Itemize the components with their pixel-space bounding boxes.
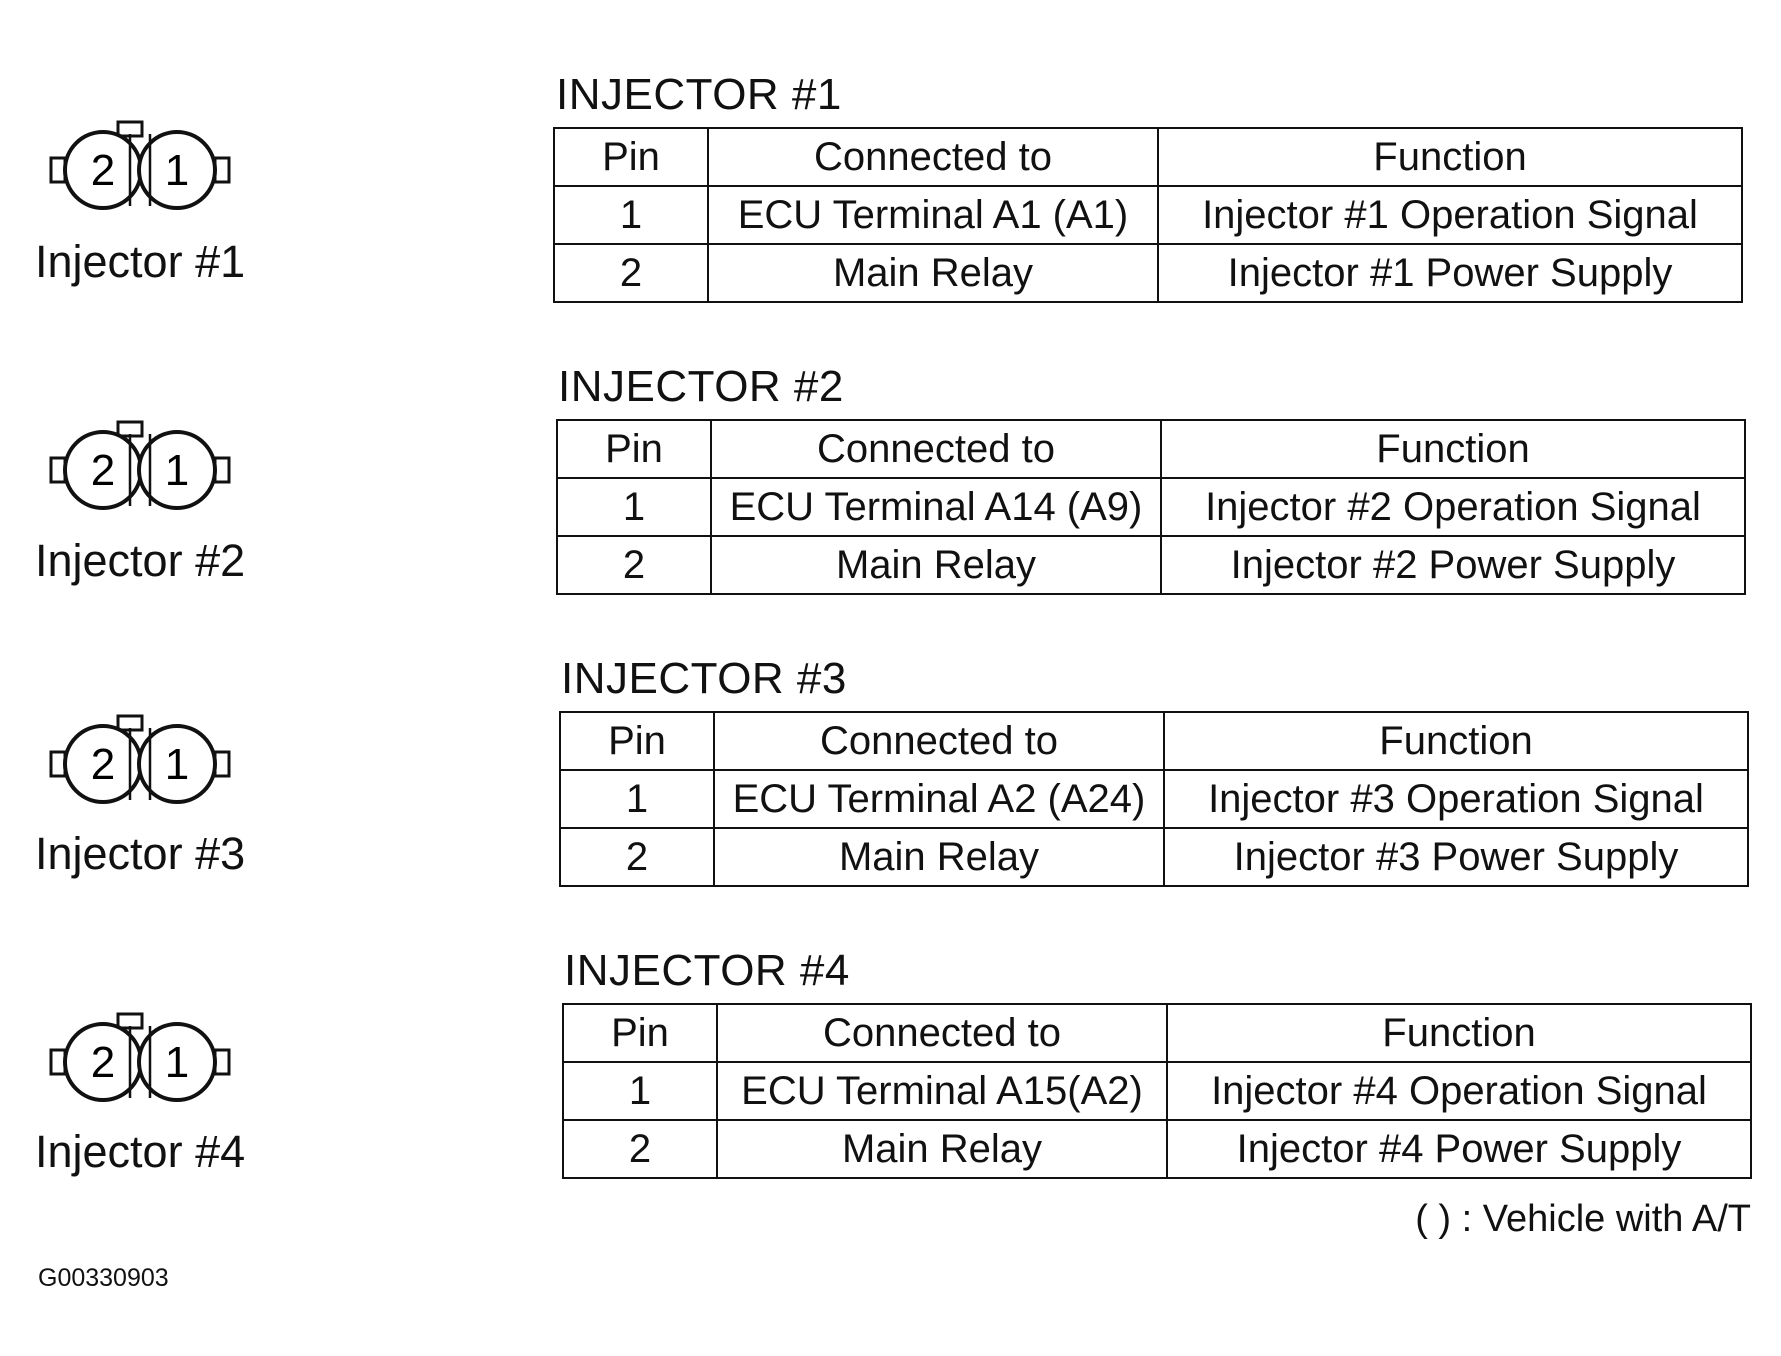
cell-connected-to: Main Relay bbox=[717, 1120, 1167, 1178]
injector-2-title: INJECTOR #2 bbox=[558, 362, 844, 411]
cell-connected-to: ECU Terminal A1 (A1) bbox=[708, 186, 1158, 244]
injector-4-pin-table bbox=[562, 1003, 1752, 1179]
cell-connected-to: Main Relay bbox=[708, 244, 1158, 302]
header-connected-to: Connected to bbox=[708, 128, 1158, 186]
header-function: Function bbox=[1164, 712, 1748, 770]
cell-function: Injector #4 Operation Signal bbox=[1167, 1062, 1751, 1120]
injector-4-title: INJECTOR #4 bbox=[564, 946, 850, 995]
injector-2-pin-table bbox=[556, 419, 1746, 595]
table-row bbox=[557, 536, 1745, 594]
cell-pin: 1 bbox=[560, 770, 714, 828]
cell-pin: 2 bbox=[560, 828, 714, 886]
connector-icon bbox=[45, 714, 235, 814]
pin-2-label: 2 bbox=[90, 446, 116, 495]
header-pin: Pin bbox=[563, 1004, 717, 1062]
injector-3-pin-table bbox=[559, 711, 1749, 887]
connector-diagram-1 bbox=[45, 120, 235, 220]
cell-pin: 2 bbox=[557, 536, 711, 594]
pin-2-label: 2 bbox=[90, 146, 116, 195]
connector-label-1: Injector #1 bbox=[35, 236, 246, 287]
table-row bbox=[563, 1120, 1751, 1178]
header-function: Function bbox=[1167, 1004, 1751, 1062]
pin-1-label: 1 bbox=[164, 446, 190, 495]
table-header-row bbox=[560, 712, 1748, 770]
cell-connected-to: Main Relay bbox=[711, 536, 1161, 594]
injector-1-pin-table bbox=[553, 127, 1743, 303]
header-pin: Pin bbox=[560, 712, 714, 770]
injector-1-title: INJECTOR #1 bbox=[556, 70, 842, 119]
cell-connected-to: Main Relay bbox=[714, 828, 1164, 886]
cell-function: Injector #2 Power Supply bbox=[1161, 536, 1745, 594]
connector-diagram-4 bbox=[45, 1012, 235, 1112]
pin-1-label: 1 bbox=[164, 740, 190, 789]
injector-3-title: INJECTOR #3 bbox=[561, 654, 847, 703]
table-row bbox=[560, 828, 1748, 886]
table-row bbox=[563, 1062, 1751, 1120]
connector-label-2: Injector #2 bbox=[35, 535, 246, 586]
pin-1-label: 1 bbox=[164, 1038, 190, 1087]
connector-icon bbox=[45, 120, 235, 220]
cell-function: Injector #1 Power Supply bbox=[1158, 244, 1742, 302]
cell-pin: 1 bbox=[557, 478, 711, 536]
cell-function: Injector #2 Operation Signal bbox=[1161, 478, 1745, 536]
table-row bbox=[560, 770, 1748, 828]
cell-function: Injector #1 Operation Signal bbox=[1158, 186, 1742, 244]
connector-icon bbox=[45, 1012, 235, 1112]
table-row bbox=[554, 244, 1742, 302]
header-function: Function bbox=[1161, 420, 1745, 478]
cell-pin: 2 bbox=[554, 244, 708, 302]
cell-function: Injector #3 Operation Signal bbox=[1164, 770, 1748, 828]
cell-function: Injector #4 Power Supply bbox=[1167, 1120, 1751, 1178]
header-connected-to: Connected to bbox=[714, 712, 1164, 770]
connector-label-4: Injector #4 bbox=[35, 1126, 246, 1177]
header-function: Function bbox=[1158, 128, 1742, 186]
cell-connected-to: ECU Terminal A14 (A9) bbox=[711, 478, 1161, 536]
figure-id: G00330903 bbox=[38, 1264, 169, 1292]
cell-function: Injector #3 Power Supply bbox=[1164, 828, 1748, 886]
table-header-row bbox=[557, 420, 1745, 478]
connector-diagram-3 bbox=[45, 714, 235, 814]
table-row bbox=[554, 186, 1742, 244]
cell-pin: 2 bbox=[563, 1120, 717, 1178]
header-connected-to: Connected to bbox=[711, 420, 1161, 478]
header-connected-to: Connected to bbox=[717, 1004, 1167, 1062]
cell-pin: 1 bbox=[554, 186, 708, 244]
cell-pin: 1 bbox=[563, 1062, 717, 1120]
pin-2-label: 2 bbox=[90, 740, 116, 789]
connector-label-3: Injector #3 bbox=[35, 828, 246, 879]
connector-diagram-2 bbox=[45, 420, 235, 520]
table-header-row bbox=[563, 1004, 1751, 1062]
header-pin: Pin bbox=[554, 128, 708, 186]
table-row bbox=[557, 478, 1745, 536]
table-header-row bbox=[554, 128, 1742, 186]
pin-1-label: 1 bbox=[164, 146, 190, 195]
cell-connected-to: ECU Terminal A15(A2) bbox=[717, 1062, 1167, 1120]
pin-2-label: 2 bbox=[90, 1038, 116, 1087]
footnote: ( ) : Vehicle with A/T bbox=[1415, 1198, 1751, 1240]
header-pin: Pin bbox=[557, 420, 711, 478]
connector-icon bbox=[45, 420, 235, 520]
cell-connected-to: ECU Terminal A2 (A24) bbox=[714, 770, 1164, 828]
